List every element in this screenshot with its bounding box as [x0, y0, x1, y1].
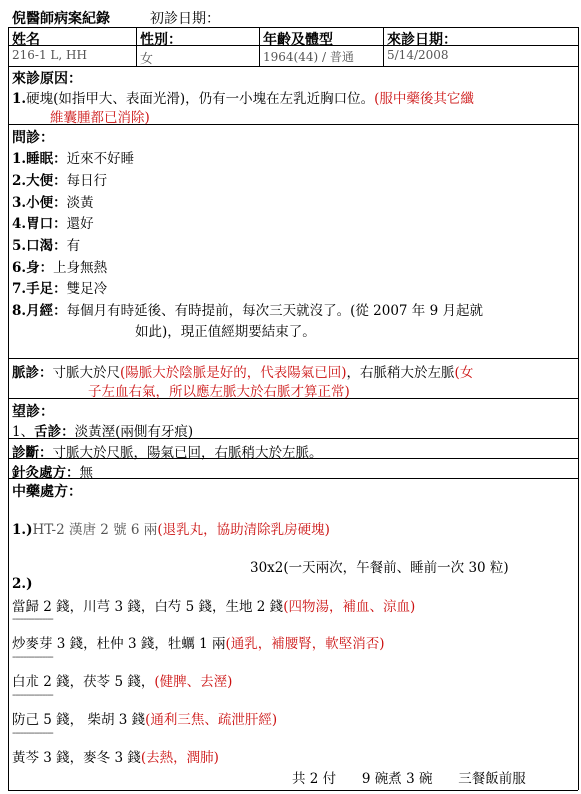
patient-id-value: 216-1 L, HH	[12, 48, 87, 62]
page-title: 倪醫師病案紀錄	[12, 11, 110, 27]
herbal-group-4: 防己 5 錢， 柴胡 3 錢(通利三焦、疏泄肝經)	[12, 712, 278, 728]
diagnosis-value: 寸脈大於尺脈，陽氣已回，右脈稍大於左脈。	[52, 445, 323, 461]
gender-header: 性別：	[140, 32, 182, 48]
visit-date-value: 5/14/2008	[387, 48, 449, 62]
herbal-group-5: 黃芩 3 錢，麥冬 3 錢(去熱，潤肺)	[12, 750, 219, 766]
herbal-group-2: 炒麥芽 3 錢，杜仲 3 錢，牡蠣 1 兩(通乳，補腰腎，軟堅消否)	[12, 636, 385, 652]
diagnosis-row	[12, 441, 323, 461]
inquiry-menstruation-continued: 如此)，現正值經期要結束了。	[135, 324, 316, 340]
herbal-group-3: 白朮 2 錢，茯苓 5 錢，(健脾、去溼)	[12, 674, 233, 690]
inquiry-stool: 2.大便：每日行	[12, 173, 108, 189]
herbal-instructions: 共 2 付 9 碗煮 3 碗 三餐飯前服	[292, 771, 526, 787]
acupuncture-value: 無	[79, 465, 93, 481]
observation-label: 望診：	[12, 404, 54, 420]
inquiry-urine: 3.小便：淡黃	[12, 195, 94, 211]
pulse-note: (陽脈大於陰脈是好的，代表陽氣已回)	[120, 365, 347, 381]
age-body-value: 1964(44) / 普通	[263, 50, 354, 64]
inquiry-thirst: 5.口渴：有	[12, 238, 81, 254]
separator: ---------------	[12, 726, 53, 739]
herbal-rx-1-dosage: 30x2(一天兩次，午餐前、睡前一次 30 粒)	[250, 560, 509, 576]
acupuncture-row	[12, 461, 93, 481]
pulse-diagnosis: 脈診：寸脈大於尺(陽脈大於陰脈是好的，代表陽氣已回)，右脈稍大於左脈(女	[12, 365, 474, 381]
visit-date-header: 來診日期：	[387, 32, 457, 48]
gender-value: 女	[140, 52, 154, 67]
first-visit-date-label: 初診日期：	[150, 11, 220, 27]
reason-item-note: (服中藥後其它纖	[374, 91, 474, 107]
inquiry-menstruation: 8.月經：每個月有時延後、有時提前，每次三天就沒了。(從 2007 年 9 月起就	[12, 303, 483, 319]
herbal-rx-1-note: (退乳丸，協助清除乳房硬塊)	[157, 522, 330, 538]
herbal-group-1: 當歸 2 錢，川芎 3 錢，白芍 5 錢，生地 2 錢(四物湯，補血、涼血)	[12, 599, 416, 615]
tongue-diagnosis: 1、舌診：淡黃溼(兩側有牙痕)	[12, 424, 194, 440]
herbal-rx-2-number: 2.)	[12, 576, 33, 592]
age-body-header: 年齡及體型	[263, 32, 333, 48]
inquiry-limbs: 7.手足：雙足冷	[12, 281, 108, 297]
inquiry-body: 6.身：上身無熱	[12, 260, 108, 276]
reason-item-note-continued: 維囊腫都已消除)	[50, 110, 150, 126]
pulse-note-continued: 子左血右氣，所以應左脈大於右脈才算正常)	[88, 384, 350, 400]
herbal-rx-1: 1.)HT-2 漢唐 2 號 6 兩(退乳丸，協助清除乳房硬塊)	[12, 522, 330, 538]
reason-label: 來診原因：	[12, 71, 82, 87]
acupuncture-label: 針灸處方：	[12, 465, 80, 481]
inquiry-label: 問診：	[12, 130, 54, 146]
diagnosis-label: 診斷：	[12, 445, 53, 461]
pulse-label: 脈診：	[12, 365, 53, 381]
separator: ---------------	[12, 650, 53, 663]
separator: ---------------	[12, 688, 53, 701]
inquiry-appetite: 4.胃口：還好	[12, 216, 94, 232]
herbal-label: 中藥處方：	[12, 484, 82, 500]
reason-item-text: 硬塊(如指甲大、表面光滑)，仍有一小塊在左乳近胸口位。	[26, 91, 375, 107]
reason-item-1	[12, 87, 474, 107]
name-header: 姓名	[12, 32, 40, 48]
reason-item-number: 1.	[12, 91, 27, 107]
separator: ---------------	[12, 612, 53, 625]
inquiry-sleep: 1.睡眠：近來不好睡	[12, 151, 135, 167]
